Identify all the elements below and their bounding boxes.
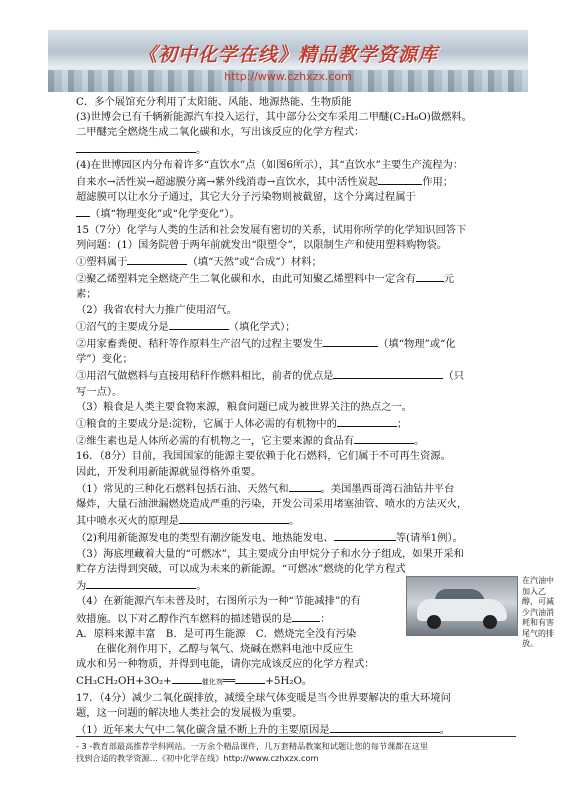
text-line: (3)世博会已有千辆新能源汽车投入运行，其中部分公交车采用二甲醚(C₂H₆O)做燃料。 xyxy=(76,111,472,124)
car-wheel xyxy=(427,615,441,629)
text-line: 贮存方法得到突破，可以成为未来的新能源。“可燃冰”燃烧的化学方程式 xyxy=(76,562,406,575)
text-line: （1）近年来大气中二氧化碳含量不断上升的主要原因是 。 xyxy=(76,721,512,738)
text-line: 学”）变化； xyxy=(76,353,133,366)
text-line: ②用家畜粪便、秸秆等作原料生产沼气的过程主要发生 （填“物理”或“化 xyxy=(76,335,512,352)
page-footer xyxy=(76,740,526,764)
text-line: ②维生素也是人体所必需的有机物之一，它主要来源的食品有 。 xyxy=(76,432,512,449)
text-line: (4)在世博园区内分布着许多“直饮水”点（如图6所示），其“直饮水”主要生产流程为： xyxy=(76,158,464,171)
car-photo xyxy=(406,576,518,636)
text-line: ①塑料属于 （填“天然”或“合成”）材料； xyxy=(76,253,512,270)
answer-blank[interactable] xyxy=(289,480,321,492)
text-line: ②聚乙烯塑料完全燃烧产生二氧化碳和水，由此可知聚乙烯塑料中一定含有 元 xyxy=(76,270,512,287)
text-line: 效措施。以下对乙醇作汽车燃料的描述错误的是 ： xyxy=(76,610,406,627)
answer-blank[interactable] xyxy=(172,672,202,684)
text-line: 写一点）。 xyxy=(76,385,123,398)
footer-divider xyxy=(76,736,516,737)
site-banner xyxy=(48,30,528,92)
text-line: 在催化剂作用下，乙醇与氧气、烧碱在燃料电池中反应生 xyxy=(96,642,354,655)
text-line: 超滤膜可以让水分子通过，其它大分子污染物则被截留，这个分离过程属于 xyxy=(76,191,416,204)
image-caption: 在汽油中加入乙醇，可减少汽油消耗和有害尾气的排放。 xyxy=(522,576,554,648)
text-line: 二甲醚完全燃烧生成二氧化碳和水，写出该反应的化学方程式： xyxy=(76,126,365,139)
text-line: A．原料来源丰富 B．是可再生能源 C．燃烧完全没有污染 xyxy=(76,627,357,640)
text-line: （4）在新能源汽车未普及时，右图所示为一种“节能减排”的有 xyxy=(76,595,361,608)
text-line: （2)利用新能源发电的类型有潮汐能发电、地热能发电、 等(请举1例）。 xyxy=(76,529,512,546)
answer-blank[interactable] xyxy=(76,205,90,217)
text-line: （填“物理变化”或“化学变化”）。 xyxy=(76,205,512,222)
answer-blank[interactable] xyxy=(292,610,320,622)
answer-blank[interactable] xyxy=(416,270,444,282)
text-line: 自来水→活性炭→超滤膜分离→紫外线消毒→直饮水，其中活性炭起 作用； xyxy=(76,173,512,190)
text-line: 15（7分）化学与人类的生活和社会发展有密切的关系，试用你所学的化学知识回答下 xyxy=(76,223,467,236)
answer-blank[interactable] xyxy=(354,432,414,444)
text-line: C．多个展馆充分利用了太阳能、风能、地源热能、生物质能 xyxy=(76,96,352,108)
text-line: 17．（4分）减少二氧化碳排放，减缓全球气体变暖是当今世界要解决的重大环境问 xyxy=(76,691,451,704)
answer-blank[interactable] xyxy=(323,335,378,347)
text-line: 素； xyxy=(76,288,97,301)
answer-blank[interactable] xyxy=(378,173,422,185)
banner-url[interactable]: http://www.czhxzx.com xyxy=(224,70,352,83)
answer-blank[interactable] xyxy=(334,529,396,541)
text-line: ①沼气的主要成分是 （填化学式）； xyxy=(76,318,512,335)
footer-text: - 3 -教育部最高推荐学科网站。一万余个精品课件，几万套精品教案和试题让您的每节课都在这里 xyxy=(76,741,429,751)
answer-blank[interactable] xyxy=(337,415,397,427)
text-line: ①粮食的主要成分是:淀粉，它属于人体必需的有机物中的 ； xyxy=(76,415,512,432)
text-line: CH₃CH₂OH+3O₂+ 催化剂══ +5H₂O。 xyxy=(76,672,512,690)
text-line: 其中喷水灭火的原理是 。 xyxy=(76,512,512,529)
banner-title: 《初中化学在线》精品教学资源库 xyxy=(137,44,438,66)
text-line: 16．（8分）目前，我国国家的能源主要依赖于化石燃料，它们属于不可再生资源。 xyxy=(76,450,451,463)
answer-blank[interactable] xyxy=(235,672,265,684)
answer-blank[interactable] xyxy=(179,512,289,524)
answer-blank[interactable] xyxy=(333,367,443,379)
reaction-arrow: ══ xyxy=(222,675,236,688)
answer-blank[interactable] xyxy=(330,721,440,733)
footer-link[interactable]: 找到合适的教学资源…《初中化学在线》http://www.czhxzx.com xyxy=(76,753,319,763)
answer-blank[interactable] xyxy=(76,141,196,153)
text-line: （1）常见的三种化石燃料包括石油、天然气和 。美国墨西哥湾石油钻井平台 xyxy=(76,480,512,497)
text-line: 列问题：(1）国务院曾于两年前就发出“限塑令”，以限制生产和使用塑料购物袋。 xyxy=(76,238,448,251)
text-line: 因此，开发利用新能源就显得格外重要。 xyxy=(76,465,262,478)
text-line: （3）粮食是人类主要食物来源，粮食问题已成为被世界关注的热点之一。 xyxy=(76,400,413,413)
text-line: （3）海底埋藏着大量的“可燃冰”，其主要成分由甲烷分子和水分子组成，如果开采和 xyxy=(76,547,464,560)
text-line: （2）我省农村大力推广使用沼气。 xyxy=(76,303,238,316)
exam-content xyxy=(76,95,512,738)
answer-blank[interactable] xyxy=(169,318,229,330)
text-line: 题，这一问题的解决地人类社会的发展极为重要。 xyxy=(76,706,303,719)
text-line: 成水和另一种物质，并得到电能，请你完成该反应的化学方程式： xyxy=(76,658,375,671)
text-line: 爆炸，大量石油泄漏燃烧造成严重的污染，开发公司采用堵塞油管、喷水的方法灭火， xyxy=(76,498,468,511)
answer-blank[interactable] xyxy=(86,577,196,589)
car-wheel xyxy=(483,615,497,629)
text-line: 。 xyxy=(76,141,512,158)
catalyst-label: 催化剂 xyxy=(201,678,223,687)
text-line: 为 。 xyxy=(76,577,512,594)
answer-blank[interactable] xyxy=(127,253,187,265)
text-line: ③用沼气做燃料与直接用秸秆作燃料相比，前者的优点是 （只 xyxy=(76,367,512,384)
